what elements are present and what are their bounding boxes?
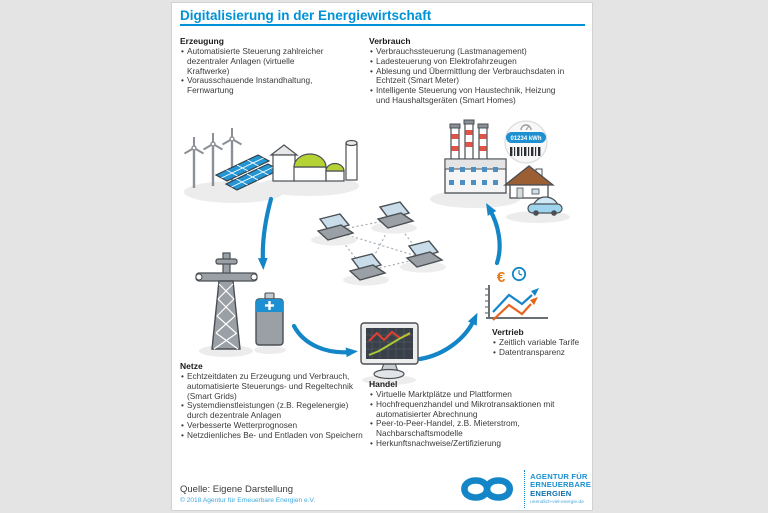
laptop-network-icon (311, 202, 446, 286)
arrow-handel-vertrieb (420, 320, 474, 359)
logo-line: ERNEUERBARE (530, 480, 591, 490)
section-heading: Handel (369, 379, 398, 389)
aee-logo (455, 467, 591, 511)
bullet: • Echtzeitdaten zu Erzeugung und Verbrauch, automatisierte Steuerungs- und Regeltechnik (Smart Grids) (180, 372, 368, 401)
bullet: • Ladesteuerung von Elektrofahrzeugen (369, 57, 565, 67)
smart-meter-reading: 01234 kWh (510, 136, 542, 142)
laptop-icon (400, 241, 446, 273)
bullet: • Ablesung und Übermittlung der Verbrauchsdaten in Echtzeit (Smart Meter) (369, 67, 565, 87)
house-icon (505, 166, 553, 198)
bullet: • Vorausschauende Instandhaltung, Fernwartung (180, 76, 330, 96)
trading-monitor-icon (361, 323, 418, 379)
power-pylon-icon (196, 253, 257, 349)
page-title: Digitalisierung in der Energiewirtschaft (180, 8, 432, 23)
bullet-list (369, 47, 565, 106)
copyright-note: © 2018 Agentur für Erneuerbare Energien e.V. (180, 497, 316, 504)
laptop-icon (311, 214, 357, 246)
bullet: • Hochfrequenzhandel und Mikrotransaktionen mit automatisierter Abrechnung (369, 400, 557, 420)
section-handel (369, 379, 557, 449)
euro-icon: € (496, 269, 506, 286)
electric-car-icon (528, 197, 562, 216)
bullet: • Verbrauchssteuerung (Lastmanagement) (369, 47, 565, 57)
bullet: • Systemdienstleistungen (z.B. Regelenergie) durch dezentrale Anlagen (180, 401, 368, 421)
logo-text (530, 473, 591, 506)
bullet: • Virtuelle Marktplätze und Plattformen (369, 390, 557, 400)
biogas-plant-icon (271, 141, 357, 182)
arrow-erzeugung-netze (263, 199, 271, 262)
logo-line: ENERGIEN (530, 488, 572, 498)
bullet-list (180, 47, 330, 96)
section-heading: Erzeugung (180, 36, 224, 46)
wind-turbines-icon (185, 128, 242, 188)
bullet-list (492, 338, 594, 358)
price-chart-icon (485, 268, 548, 320)
factory-icon (445, 120, 506, 193)
bullet-list (369, 390, 557, 449)
bullet: • Herkunftsnachweise/Zertifizierung (369, 439, 557, 449)
bullet: • Zeitlich variable Tarife (492, 338, 594, 348)
bullet: • Intelligente Steuerung von Haustechnik, Heizung und Haushaltsgeräten (Smart Homes) (369, 86, 565, 106)
infographic-panel (171, 2, 593, 511)
section-erzeugung (180, 36, 330, 96)
section-heading: Vertrieb (492, 327, 524, 337)
clock-icon (513, 268, 525, 280)
logo-divider (524, 470, 525, 508)
laptop-icon (343, 254, 389, 286)
infinity-icon (455, 469, 519, 509)
bullet: • Verbesserte Wetterprognosen (180, 421, 368, 431)
bullet: • Netzdienliches Be- und Entladen von Speichern (180, 431, 368, 441)
battery-icon (256, 293, 283, 345)
section-heading: Verbrauch (369, 36, 411, 46)
section-netze (180, 361, 368, 440)
section-vertrieb (492, 327, 594, 358)
smart-meter-icon (505, 121, 547, 163)
bullet-list (180, 372, 368, 440)
bullet: • Automatisierte Steuerung zahlreicher dezentraler Anlagen (virtuelle Kraftwerke) (180, 47, 330, 76)
logo-line: AGENTUR FÜR (530, 471, 588, 481)
section-heading: Netze (180, 361, 203, 371)
bullet: • Peer-to-Peer-Handel, z.B. Mieterstrom, Nachbarschaftsmodelle (369, 419, 557, 439)
arrow-vertrieb-verbrauch (490, 210, 500, 263)
logo-url: unendlich-viel-energie.de (530, 500, 584, 506)
section-verbrauch (369, 36, 565, 106)
laptop-icon (371, 202, 417, 234)
bullet: • Datentransparenz (492, 348, 594, 358)
arrow-netze-handel (294, 326, 350, 352)
source-note: Quelle: Eigene Darstellung (180, 484, 294, 495)
